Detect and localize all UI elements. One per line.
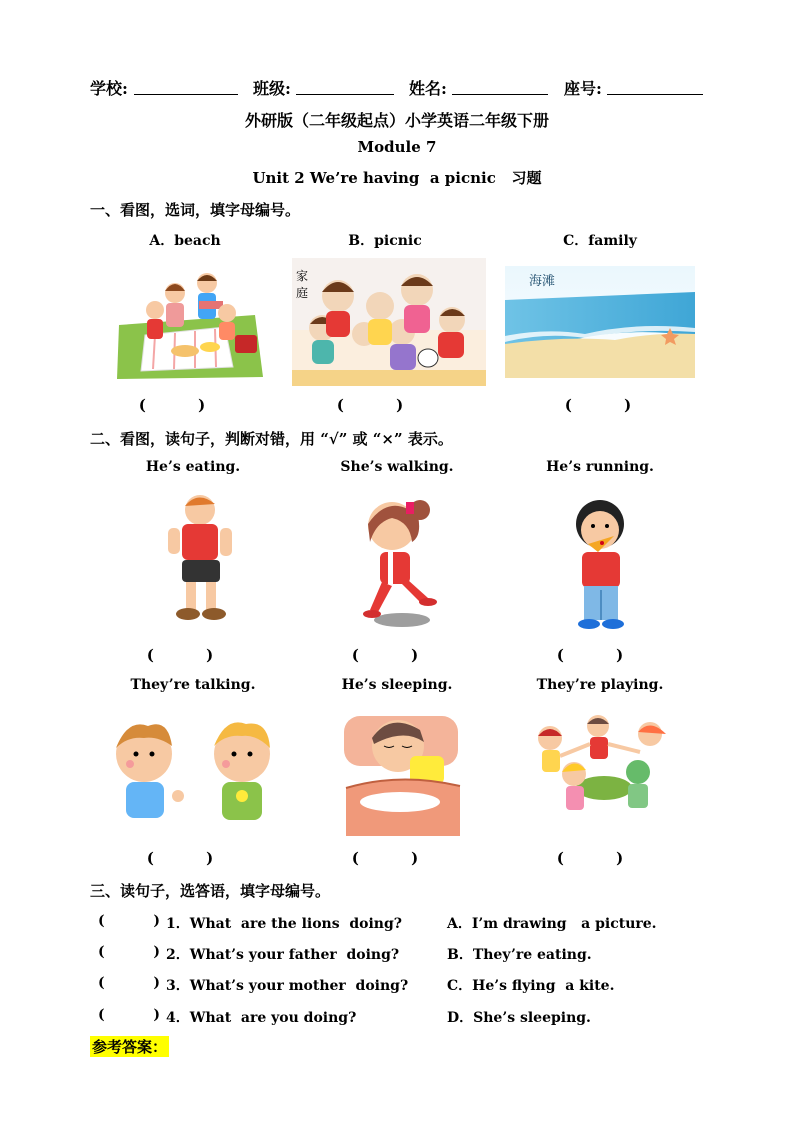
beach-picture [505,266,695,378]
answer-blank[interactable]: ( ) [564,396,632,414]
boy-sleeping-picture [340,708,464,842]
sentence-label: He’s eating. [145,459,241,475]
name-field[interactable] [452,94,548,95]
name-label: 姓名: [409,79,447,98]
school-label: 学校: [90,79,128,98]
question-row [90,975,710,997]
answer-option: C．He’s flying a kite. [447,978,615,994]
question-text: 3．What’s your mother doing? [166,978,409,994]
student-info-row [90,76,710,100]
question-row [90,944,710,966]
answer-blank[interactable]: ( ) [556,646,624,664]
option-c: C．family [563,233,637,249]
module-title: Module 7 [357,138,437,156]
answer-option: D．She’s sleeping. [447,1010,591,1026]
question-text: 1．What are the lions doing? [166,916,402,932]
section2-heading: 二、看图，读句子，判断对错，用 “√” 或 “×” 表示。 [90,430,453,448]
girl-running-picture [352,492,444,630]
unit-title: Unit 2 We’re having a picnic 习题 [252,169,542,187]
answer-option: A．I’m drawing a picture. [447,916,657,932]
class-field[interactable] [296,94,394,95]
kids-playing-picture [520,708,686,834]
answer-option: B．They’re eating. [447,947,592,963]
answer-blank[interactable]: ( ) [98,913,160,929]
answer-blank[interactable]: ( ) [146,849,214,867]
sentence-label: She’s walking. [340,459,454,475]
sentence-label: They’re playing. [536,677,664,693]
page-title: 外研版（二年级起点）小学英语二年级下册 [244,111,549,130]
answer-blank[interactable]: ( ) [556,849,624,867]
question-text: 2．What’s your father doing? [166,947,400,963]
answer-blank[interactable]: ( ) [98,1007,160,1023]
boy-walking-picture [150,488,240,628]
family-picture [292,258,486,386]
seat-label: 座号: [564,79,602,98]
picnic-picture [115,265,267,380]
answer-blank[interactable]: ( ) [146,646,214,664]
answer-blank[interactable]: ( ) [98,975,160,991]
boys-talking-picture [108,714,278,832]
answer-blank[interactable]: ( ) [351,849,419,867]
answer-blank[interactable]: ( ) [98,944,160,960]
beach-image-label: 海滩 [529,274,556,289]
sentence-label: He’s sleeping. [341,677,453,693]
school-field[interactable] [134,94,238,95]
class-label: 班级: [253,79,291,98]
answer-blank[interactable]: ( ) [351,646,419,664]
section1-heading: 一、看图，选词，填字母编号。 [90,201,301,219]
answer-blank[interactable]: ( ) [336,396,404,414]
answer-blank[interactable]: ( ) [138,396,206,414]
option-b: B．picnic [348,233,422,249]
boy-eating-picture [562,486,642,636]
section3-heading: 三、读句子，选答语，填字母编号。 [90,882,331,900]
sentence-label: He’s running. [546,459,654,475]
seat-field[interactable] [607,94,703,95]
option-a: A．beach [149,233,221,249]
answer-key-label: 参考答案： [92,1038,168,1056]
sentence-label: They’re talking. [130,677,256,693]
question-row [90,913,710,935]
question-text: 4．What are you doing? [166,1010,357,1026]
family-image-label: 家 庭 [296,269,309,300]
question-row [90,1007,710,1029]
